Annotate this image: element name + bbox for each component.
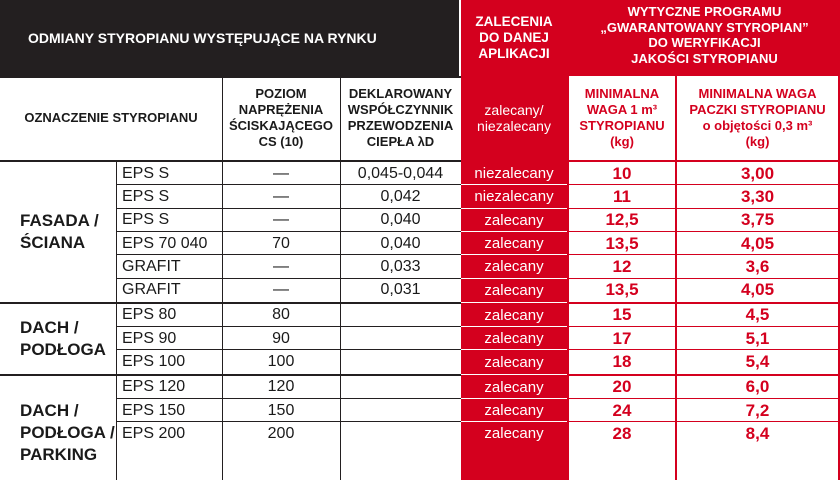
row-weight-pack: 7,2 bbox=[745, 400, 770, 420]
row-divider-line bbox=[0, 302, 461, 304]
row-stress: — bbox=[273, 211, 289, 229]
row-lambda bbox=[340, 422, 461, 445]
row-divider-line-white bbox=[461, 421, 567, 422]
row-weight-pack: 3,30 bbox=[740, 186, 775, 206]
row-type: EPS 120 bbox=[122, 378, 186, 396]
col-header-lambda: DEKLAROWANY WSPÓŁCZYNNIK PRZEWODZENIA CIEPŁA λD bbox=[347, 86, 454, 149]
row-divider-line bbox=[116, 254, 461, 255]
row-weight-m3: 20 bbox=[612, 377, 632, 397]
row-weight-m3: 13,5 bbox=[605, 280, 639, 300]
row-type: EPS S bbox=[122, 164, 170, 182]
main-title: ODMIANY STYROPIANU WYSTĘPUJĄCE NA RYNKU bbox=[0, 0, 459, 76]
row-lambda: 0,045-0,044 bbox=[357, 164, 444, 182]
column-divider-line-red bbox=[567, 76, 569, 480]
row-type: EPS 90 bbox=[122, 329, 177, 347]
row-type: EPS 150 bbox=[122, 401, 186, 419]
row-stress: — bbox=[273, 281, 289, 299]
row-stress: 200 bbox=[267, 424, 295, 442]
header-divider-line bbox=[0, 76, 461, 78]
row-divider-line-red bbox=[569, 302, 840, 304]
row-weight-pack: 3,00 bbox=[740, 163, 775, 183]
row-weight-m3: 28 bbox=[612, 423, 632, 443]
row-divider-line-white bbox=[461, 231, 567, 232]
row-stress: 150 bbox=[267, 401, 295, 419]
row-type: GRAFIT bbox=[122, 281, 181, 299]
row-divider-line-red bbox=[569, 349, 840, 350]
row-stress: — bbox=[273, 257, 289, 275]
row-lambda bbox=[340, 350, 461, 373]
row-type: EPS S bbox=[122, 187, 170, 205]
column-divider-line-red bbox=[675, 76, 677, 480]
header-bottom-line-red bbox=[569, 160, 840, 162]
col-header-designation: OZNACZENIE STYROPIANU bbox=[24, 110, 198, 125]
row-divider-line-white bbox=[461, 184, 567, 185]
row-weight-pack: 4,05 bbox=[740, 280, 775, 300]
col-header-recommended: zalecany/ niezalecany bbox=[477, 102, 551, 134]
row-weight-m3: 15 bbox=[612, 305, 632, 325]
row-weight-pack: 4,5 bbox=[745, 305, 770, 325]
row-divider-line bbox=[116, 326, 461, 327]
row-divider-line bbox=[116, 184, 461, 185]
row-divider-line-white bbox=[461, 278, 567, 279]
row-lambda: 0,042 bbox=[380, 187, 421, 205]
row-recommendation: zalecany bbox=[484, 306, 544, 324]
row-weight-pack: 3,75 bbox=[740, 210, 775, 230]
row-lambda: 0,031 bbox=[380, 281, 421, 299]
row-divider-line-white bbox=[461, 326, 567, 327]
row-lambda bbox=[340, 304, 461, 327]
row-divider-line-white bbox=[461, 374, 567, 375]
row-recommendation: zalecany bbox=[484, 330, 544, 348]
row-weight-m3: 10 bbox=[612, 163, 632, 183]
row-lambda: 0,040 bbox=[380, 211, 421, 229]
row-recommendation: zalecany bbox=[484, 235, 544, 253]
row-divider-line bbox=[116, 421, 461, 422]
row-lambda bbox=[340, 399, 461, 422]
row-type: EPS 200 bbox=[122, 424, 186, 442]
row-lambda: 0,040 bbox=[380, 234, 421, 252]
row-stress: — bbox=[273, 187, 289, 205]
row-weight-m3: 18 bbox=[612, 352, 632, 372]
row-weight-m3: 13,5 bbox=[605, 233, 639, 253]
row-divider-line-red bbox=[569, 398, 840, 399]
row-weight-pack: 5,4 bbox=[745, 352, 770, 372]
row-weight-pack: 3,6 bbox=[745, 256, 770, 276]
row-weight-pack: 6,0 bbox=[745, 377, 770, 397]
header-bottom-line bbox=[0, 160, 461, 162]
row-recommendation: niezalecany bbox=[474, 188, 554, 206]
row-divider-line-red bbox=[569, 208, 840, 209]
row-divider-line-white bbox=[461, 254, 567, 255]
row-weight-m3: 17 bbox=[612, 328, 632, 348]
row-divider-line-red bbox=[569, 421, 840, 422]
row-divider-line bbox=[116, 398, 461, 399]
row-divider-line bbox=[116, 278, 461, 279]
row-recommendation: niezalecany bbox=[474, 165, 554, 183]
row-lambda: 0,033 bbox=[380, 257, 421, 275]
row-weight-m3: 12 bbox=[612, 256, 632, 276]
recommendation-header: ZALECENIA DO DANEJ APLIKACJI bbox=[461, 0, 567, 76]
row-lambda bbox=[340, 376, 461, 399]
column-divider-line bbox=[116, 160, 117, 480]
row-recommendation: zalecany bbox=[484, 353, 544, 371]
row-divider-line-red bbox=[569, 231, 840, 232]
column-divider-line bbox=[222, 76, 223, 480]
col-header-stress: POZIOM NAPRĘŻENIA ŚCISKAJĄCEGO CS (10) bbox=[228, 86, 334, 149]
row-type: EPS 80 bbox=[122, 306, 177, 324]
row-type: EPS 70 040 bbox=[122, 234, 208, 252]
row-divider-line-white bbox=[461, 302, 567, 303]
row-stress: — bbox=[273, 164, 289, 182]
row-divider-line-white bbox=[461, 208, 567, 209]
row-type: EPS 100 bbox=[122, 353, 186, 371]
row-weight-m3: 12,5 bbox=[605, 210, 639, 230]
row-divider-line-red bbox=[569, 184, 840, 185]
row-recommendation: zalecany bbox=[484, 378, 544, 396]
row-weight-m3: 11 bbox=[613, 186, 631, 206]
row-divider-line bbox=[0, 374, 461, 376]
row-stress: 90 bbox=[272, 329, 290, 347]
row-weight-pack: 8,4 bbox=[745, 423, 770, 443]
header-divider-red bbox=[567, 0, 569, 76]
row-divider-line bbox=[116, 208, 461, 209]
row-weight-m3: 24 bbox=[612, 400, 632, 420]
row-stress: 80 bbox=[272, 306, 290, 324]
group-label: DACH / PODŁOGA / PARKING bbox=[20, 400, 115, 464]
group-label: FASADA / ŚCIANA bbox=[20, 210, 99, 252]
row-weight-pack: 4,05 bbox=[740, 233, 775, 253]
guidelines-header: WYTYCZNE PROGRAMU „GWARANTOWANY STYROPIAN” DO WERYFIKACJI JAKOŚCI STYROPIANU bbox=[569, 0, 840, 76]
group-label: DACH / PODŁOGA bbox=[20, 317, 106, 359]
row-type: GRAFIT bbox=[122, 257, 181, 275]
row-divider-line bbox=[116, 231, 461, 232]
col-header-weight-m3: MINIMALNA WAGA 1 m³ STYROPIANU (kg) bbox=[579, 86, 665, 149]
row-recommendation: zalecany bbox=[484, 425, 544, 443]
col-header-weight-pack: MINIMALNA WAGA PACZKI STYROPIANU o objętości 0,3 m³ (kg) bbox=[689, 86, 826, 149]
row-type: EPS S bbox=[122, 211, 170, 229]
row-divider-line-red bbox=[569, 326, 840, 327]
row-stress: 70 bbox=[272, 234, 290, 252]
row-divider-line-red bbox=[569, 254, 840, 255]
row-lambda bbox=[340, 327, 461, 350]
row-divider-line-white bbox=[461, 398, 567, 399]
row-stress: 100 bbox=[267, 353, 295, 371]
row-divider-line bbox=[116, 349, 461, 350]
column-divider-line bbox=[340, 76, 341, 480]
row-divider-line-red bbox=[569, 374, 840, 376]
row-stress: 120 bbox=[267, 378, 295, 396]
row-divider-line-white bbox=[461, 349, 567, 350]
row-recommendation: zalecany bbox=[484, 281, 544, 299]
row-divider-line-red bbox=[569, 278, 840, 279]
row-weight-pack: 5,1 bbox=[745, 328, 770, 348]
row-recommendation: zalecany bbox=[484, 258, 544, 276]
row-recommendation: zalecany bbox=[484, 211, 544, 229]
row-recommendation: zalecany bbox=[484, 402, 544, 420]
